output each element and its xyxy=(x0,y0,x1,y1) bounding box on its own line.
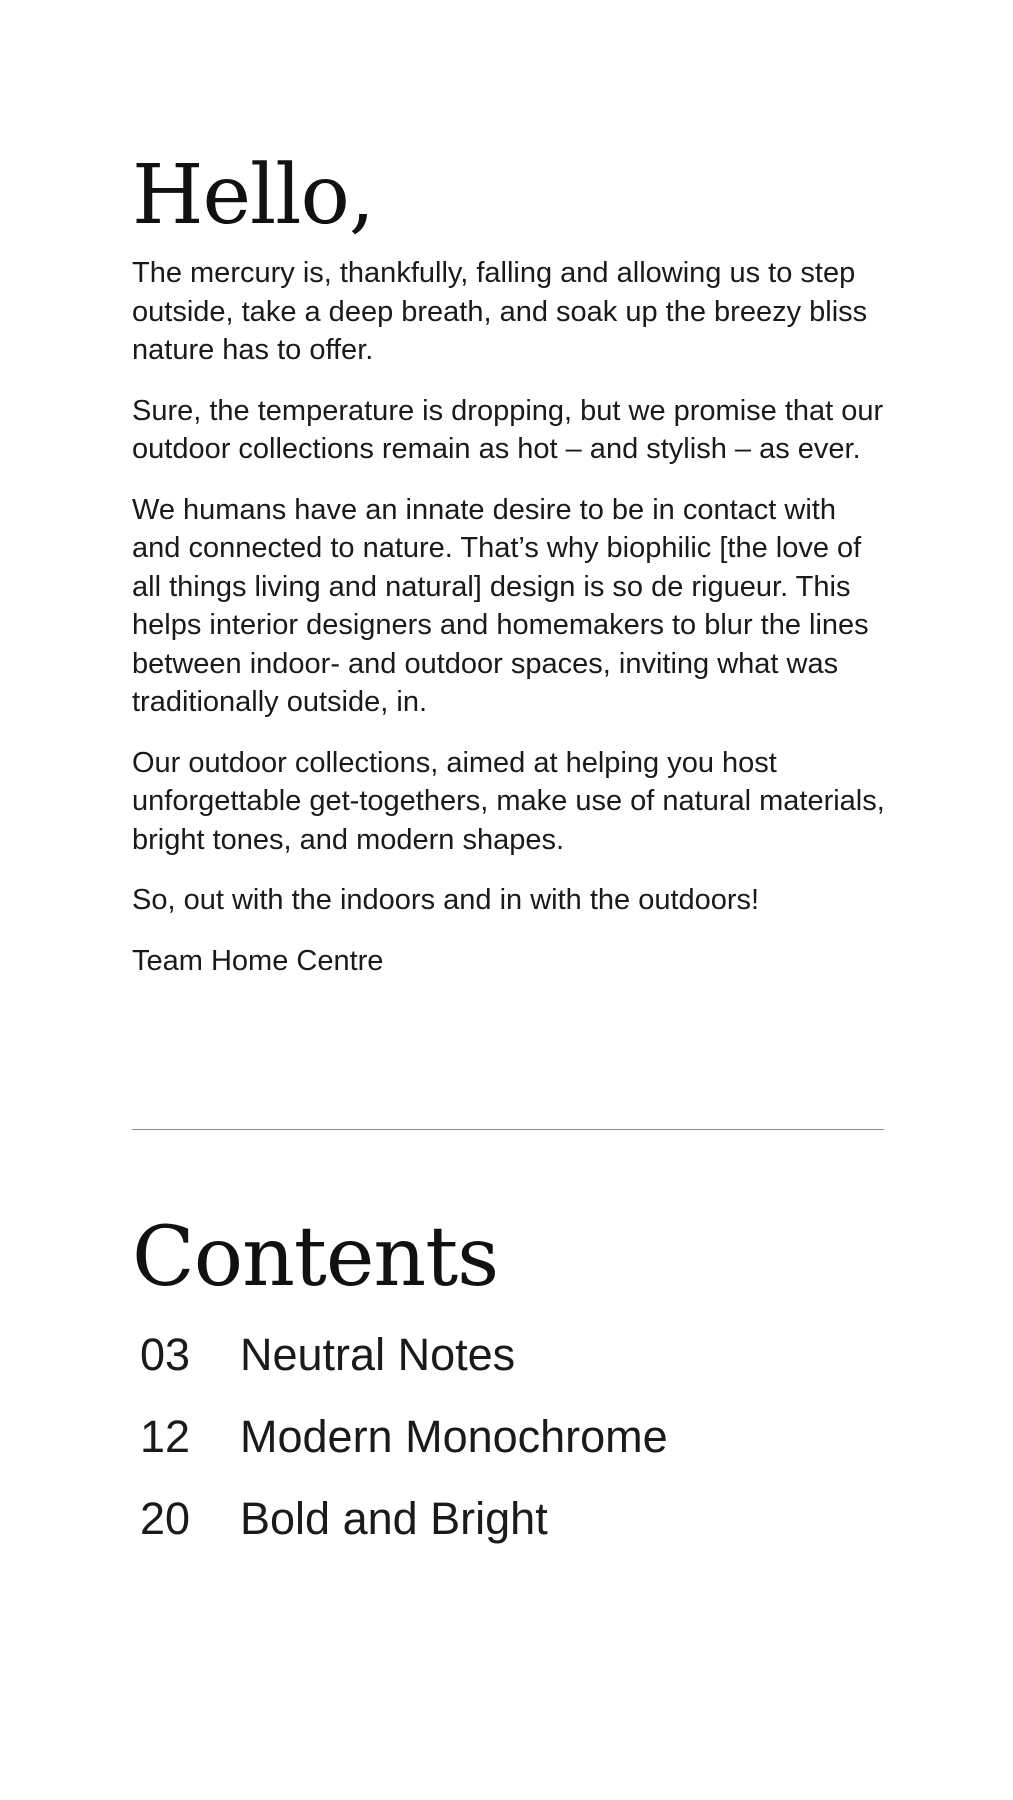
letter-paragraph: Our outdoor collections, aimed at helping you host unforgettable get-togethers, make use of natural materials, bright tones, and modern shapes. xyxy=(132,746,885,856)
contents-page-number: 20 xyxy=(140,1493,191,1544)
contents-item-title: Neutral Notes xyxy=(240,1329,516,1380)
contents-item-title: Modern Monochrome xyxy=(240,1411,668,1462)
contents-item[interactable] xyxy=(140,1326,668,1408)
letter-body xyxy=(132,254,892,1002)
contents-list xyxy=(140,1326,668,1572)
letter-paragraph: So, out with the indoors and in with the outdoors! xyxy=(132,884,760,916)
contents-page-number: 12 xyxy=(140,1411,191,1462)
section-divider xyxy=(132,1129,884,1130)
contents-page-number: 03 xyxy=(140,1329,191,1380)
letter-paragraph: We humans have an innate desire to be in contact with and connected to nature. That’s why biophilic [the love of all things living and natural] design is so de rigueur. This helps interior designers and homemakers to blur the lines between indoor- and outdoor spaces, inviting what was traditionally outside, in. xyxy=(132,493,869,718)
contents-item-title: Bold and Bright xyxy=(240,1493,548,1544)
greeting-heading: Hello, xyxy=(132,148,374,243)
contents-heading: Contents xyxy=(132,1210,499,1305)
sign-off: Team Home Centre xyxy=(132,944,384,977)
letter-paragraph: The mercury is, thankfully, falling and allowing us to step outside, take a deep breath, and soak up the breezy bliss nature has to offer. xyxy=(132,257,868,366)
letter-paragraph: Sure, the temperature is dropping, but we promise that our outdoor collections remain as hot – and stylish – as ever. xyxy=(132,394,884,465)
contents-item[interactable] xyxy=(140,1408,668,1490)
contents-item[interactable] xyxy=(140,1490,668,1572)
